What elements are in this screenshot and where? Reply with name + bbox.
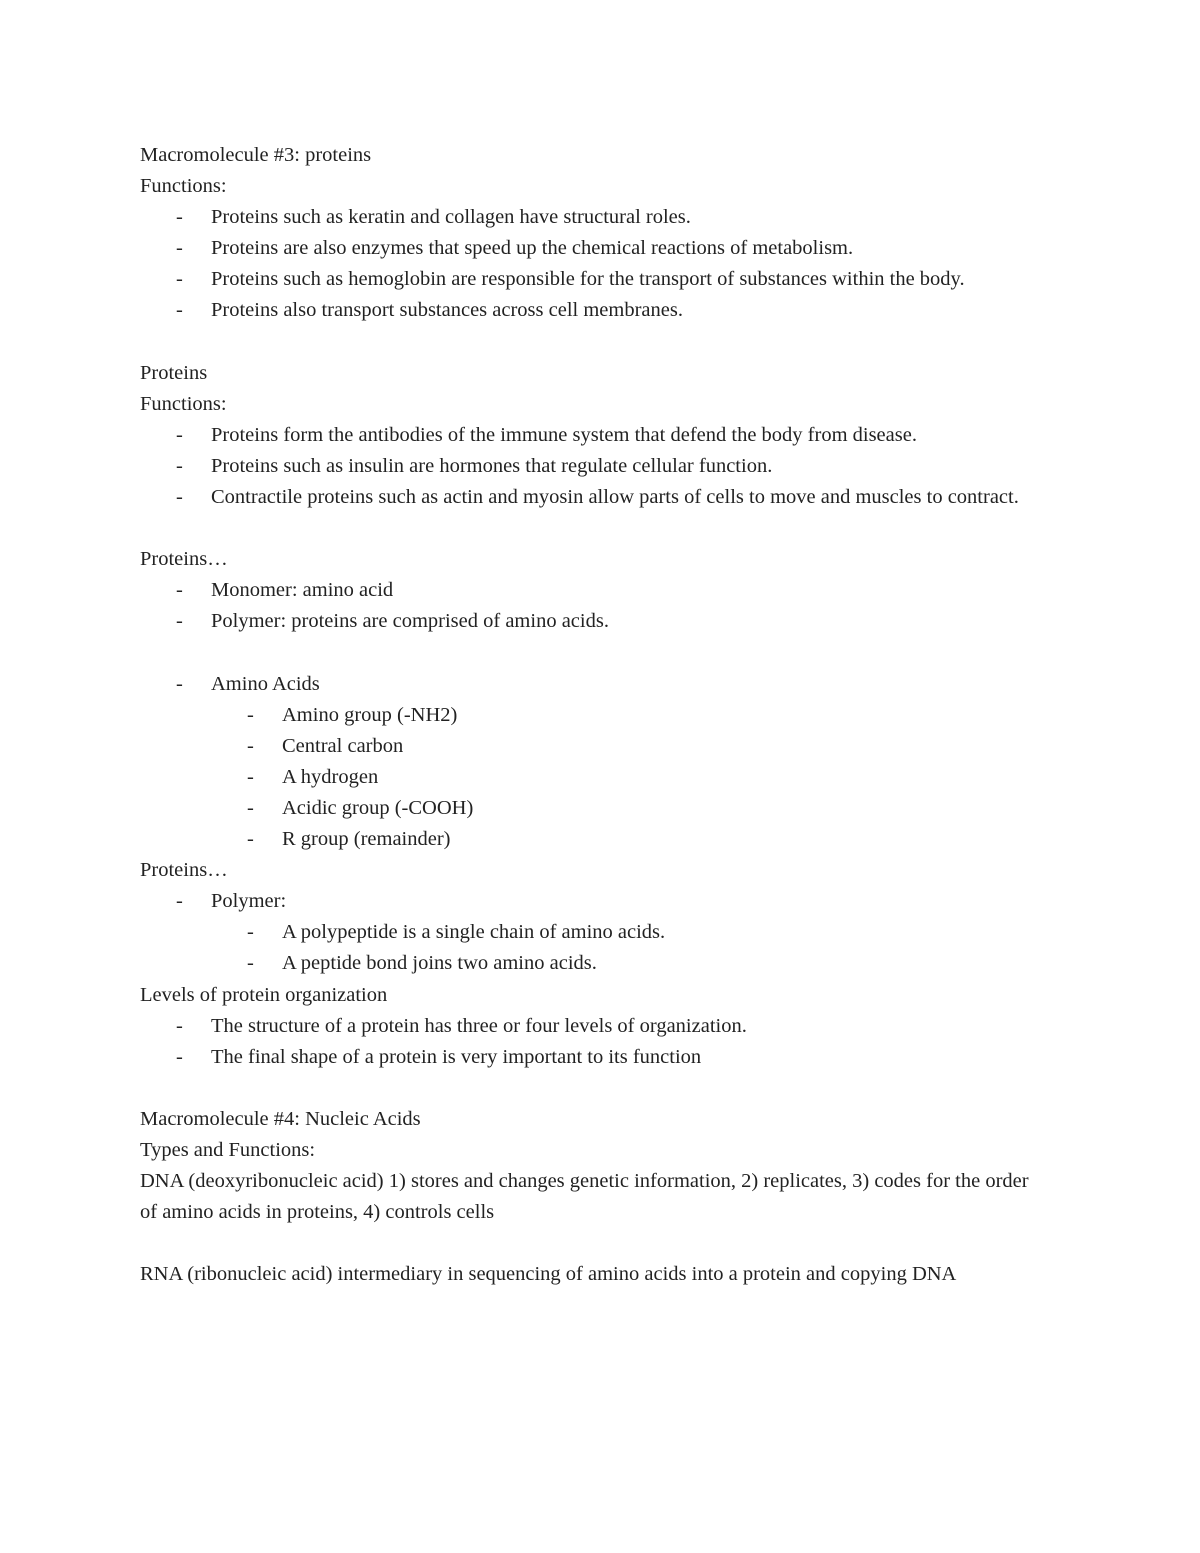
dash-bullet: -: [176, 610, 183, 633]
bullet-list: [140, 575, 1060, 637]
dash-bullet: -: [176, 1045, 183, 1068]
spacer: [140, 1228, 1060, 1259]
list-item: [140, 420, 1060, 451]
list-item-text: R group (remainder): [282, 828, 451, 851]
list-item: [140, 606, 1060, 637]
sub-list-item: [140, 793, 1060, 824]
bullet-list: [140, 420, 1060, 513]
list-item-text: A peptide bond joins two amino acids.: [282, 952, 597, 975]
section-heading: Proteins…: [140, 548, 228, 571]
dash-bullet: -: [247, 734, 254, 757]
section-subheading: Functions:: [140, 175, 227, 198]
dash-bullet: -: [176, 579, 183, 602]
list-item-text: A polypeptide is a single chain of amino acids.: [282, 921, 666, 944]
dash-bullet: -: [176, 1014, 183, 1037]
list-item-text: Proteins are also enzymes that speed up the chemical reactions of metabolism.: [211, 237, 854, 260]
list-item-text: Proteins such as insulin are hormones that regulate cellular function.: [211, 454, 773, 477]
document-page: [140, 140, 1060, 1290]
list-item: [140, 233, 1060, 264]
bullet-list: [140, 1011, 1060, 1073]
rna-paragraph: RNA (ribonucleic acid) intermediary in sequencing of amino acids into a protein and copying DNA: [140, 1263, 957, 1286]
dash-bullet: -: [247, 921, 254, 944]
list-item: [140, 264, 1050, 295]
list-item-text: Acidic group (-COOH): [282, 796, 474, 819]
section-heading: Macromolecule #3: proteins: [140, 144, 372, 166]
list-item-text: Proteins such as hemoglobin are responsible for the transport of substances within the body.: [211, 268, 965, 291]
list-item: [140, 1042, 1060, 1073]
dash-bullet: -: [176, 890, 183, 913]
bullet-list: [140, 886, 1060, 979]
list-item: [140, 886, 1060, 917]
list-item-text: Central carbon: [282, 734, 404, 757]
list-item-text: A hydrogen: [282, 765, 379, 788]
list-item: [140, 482, 1050, 513]
list-item-text: The structure of a protein has three or four levels of organization.: [211, 1014, 747, 1037]
sub-list-item: [140, 700, 1060, 731]
sub-list-item: [140, 824, 1060, 855]
section-heading: Macromolecule #4: Nucleic Acids: [140, 1107, 421, 1130]
list-item-text: Contractile proteins such as actin and myosin allow parts of cells to move and muscles to contract.: [211, 486, 1019, 509]
dash-bullet: -: [176, 486, 183, 509]
list-item-text: The final shape of a protein is very important to its function: [211, 1045, 702, 1068]
list-item-text: Polymer:: [211, 890, 287, 913]
list-item: [140, 669, 1060, 700]
spacer: [140, 513, 1060, 544]
dash-bullet: -: [176, 423, 183, 446]
sub-list-item: [140, 731, 1060, 762]
bullet-list: [140, 202, 1060, 326]
dash-bullet: -: [176, 206, 183, 229]
dna-paragraph: DNA (deoxyribonucleic acid) 1) stores and changes genetic information, 2) replicates, 3) codes for the order of amino acids in proteins, 4) controls cells: [140, 1170, 1029, 1224]
dash-bullet: -: [247, 703, 254, 726]
dash-bullet: -: [176, 454, 183, 477]
spacer: [140, 327, 1060, 358]
sub-list-item: [140, 762, 1060, 793]
dash-bullet: -: [247, 796, 254, 819]
list-item-text: Proteins also transport substances across cell membranes.: [211, 299, 683, 322]
spacer: [140, 1073, 1060, 1104]
bullet-list: [140, 669, 1060, 856]
spacer: [140, 638, 1060, 669]
list-item-text: Proteins form the antibodies of the immune system that defend the body from disease.: [211, 423, 917, 446]
dash-bullet: -: [247, 765, 254, 788]
list-item: [140, 451, 1060, 482]
sub-list-item: [140, 948, 1060, 979]
section-heading: Proteins: [140, 361, 208, 384]
dash-bullet: -: [176, 672, 183, 695]
section-heading: Proteins…: [140, 859, 228, 882]
list-item-text: Proteins such as keratin and collagen have structural roles.: [211, 206, 691, 229]
list-item-text: Monomer: amino acid: [211, 579, 394, 602]
section-subheading: Types and Functions:: [140, 1139, 316, 1161]
list-item: [140, 295, 1060, 326]
dash-bullet: -: [176, 237, 183, 260]
list-item: [140, 202, 1060, 233]
sub-list-item: [140, 917, 1060, 948]
dash-bullet: -: [176, 299, 183, 322]
section-subheading: Functions:: [140, 392, 227, 415]
dash-bullet: -: [247, 828, 254, 851]
dash-bullet: -: [176, 268, 183, 291]
section-heading: Levels of protein organization: [140, 983, 388, 1006]
list-item-text: Polymer: proteins are comprised of amino acids.: [211, 610, 609, 633]
list-item-text: Amino Acids: [211, 672, 320, 695]
list-item-text: Amino group (-NH2): [282, 703, 458, 726]
dash-bullet: -: [247, 952, 254, 975]
list-item: [140, 1011, 1060, 1042]
list-item: [140, 575, 1060, 606]
